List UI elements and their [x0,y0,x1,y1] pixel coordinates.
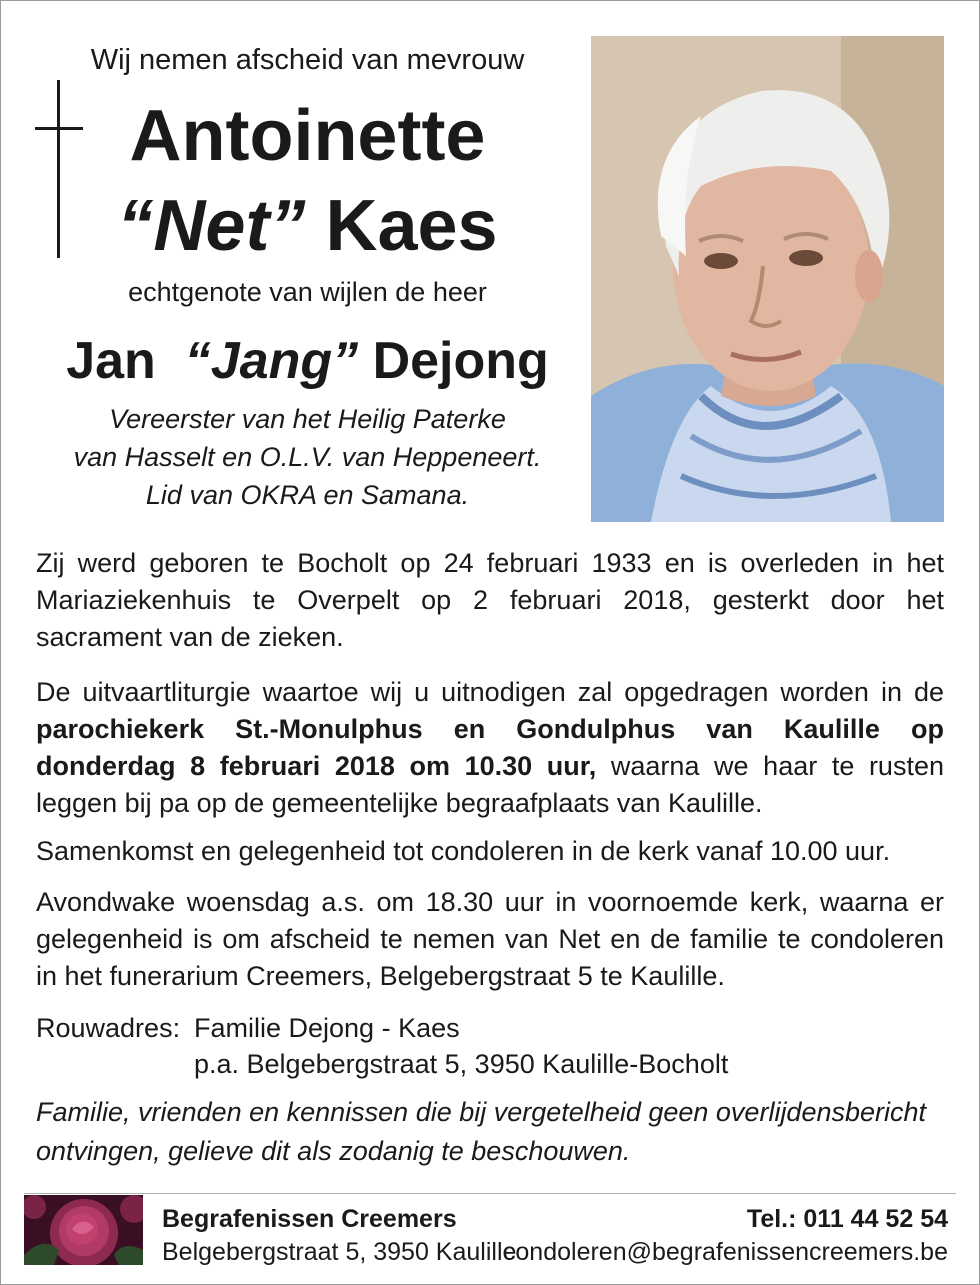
spouse-first-name: Jan [66,332,156,390]
closing-note: Familie, vrienden en kennissen die bij vergetelheid geen overlijdensbericht ontvingen, gelieve dit als zodanig te beschouwen. [36,1097,927,1166]
memberships [40,400,575,514]
deceased-surname: Kaes [325,186,498,266]
funeral-home-phone: Tel.: 011 44 52 54 [746,1205,948,1233]
membership-line: Vereerster van het Heilig Paterke [109,404,506,434]
funeral-location-time: parochiekerk St.-Monulphus en Gondulphus van Kaulille op donderdag 8 februari 2018 om 10.30 uur, [36,714,944,781]
address-line-1: Familie Dejong - Kaes [194,1013,460,1043]
address-label: Rouwadres: [36,1013,181,1043]
rose-image [24,1195,143,1265]
mourning-address [36,1010,728,1082]
deceased-nickname-surname [40,186,575,266]
intro-line: Wij nemen afscheid van mevrouw [90,44,525,76]
funeral-home-name: Begrafenissen Creemers [162,1205,457,1233]
portrait-photo [591,36,944,522]
spouse-intro: echtgenote van wijlen de heer [128,277,487,307]
address-line-2: p.a. Belgebergstraat 5, 3950 Kaulille-Bocholt [194,1049,729,1079]
membership-line: van Hasselt en O.L.V. van Heppeneert. [73,442,542,472]
deceased-first-name: Antoinette [129,96,486,176]
condolence-paragraph: Samenkomst en gelegenheid tot condoleren in de kerk vanaf 10.00 uur. [36,836,891,866]
funeral-text-b: waarna we haar te rusten leggen bij pa op de gemeentelijke begraafplaats van Kaulille. [36,751,944,818]
footer-divider [24,1193,956,1194]
spouse-nickname: “Jang” [184,332,359,390]
funeral-text-a: De uitvaartliturgie waartoe wij u uitnodigen zal opgedragen worden in de [36,677,944,707]
funeral-home-email[interactable]: condoleren@begrafenissencreemers.be [502,1238,948,1266]
spouse-name [40,330,575,392]
portrait-illustration [591,36,944,522]
rose-icon [24,1195,143,1265]
wake-paragraph: Avondwake woensdag a.s. om 18.30 uur in voornoemde kerk, waarna er gelegenheid is om afscheid te nemen van Net en de familie te condoleren in het funerarium Creemers, Belgebergstraat 5 te Kaulille. [36,887,944,991]
funeral-paragraph [36,674,944,822]
deceased-nickname: “Net” [117,186,306,266]
funeral-home-address: Belgebergstraat 5, 3950 Kaulille [162,1238,517,1266]
spouse-last-name: Dejong [372,332,549,390]
birth-death-paragraph: Zij werd geboren te Bocholt op 24 februari 1933 en is overleden in het Mariaziekenhuis te Overpelt op 2 februari 2018, gesterkt door het sacrament van de zieken. [36,548,944,652]
membership-line: Lid van OKRA en Samana. [145,480,470,510]
